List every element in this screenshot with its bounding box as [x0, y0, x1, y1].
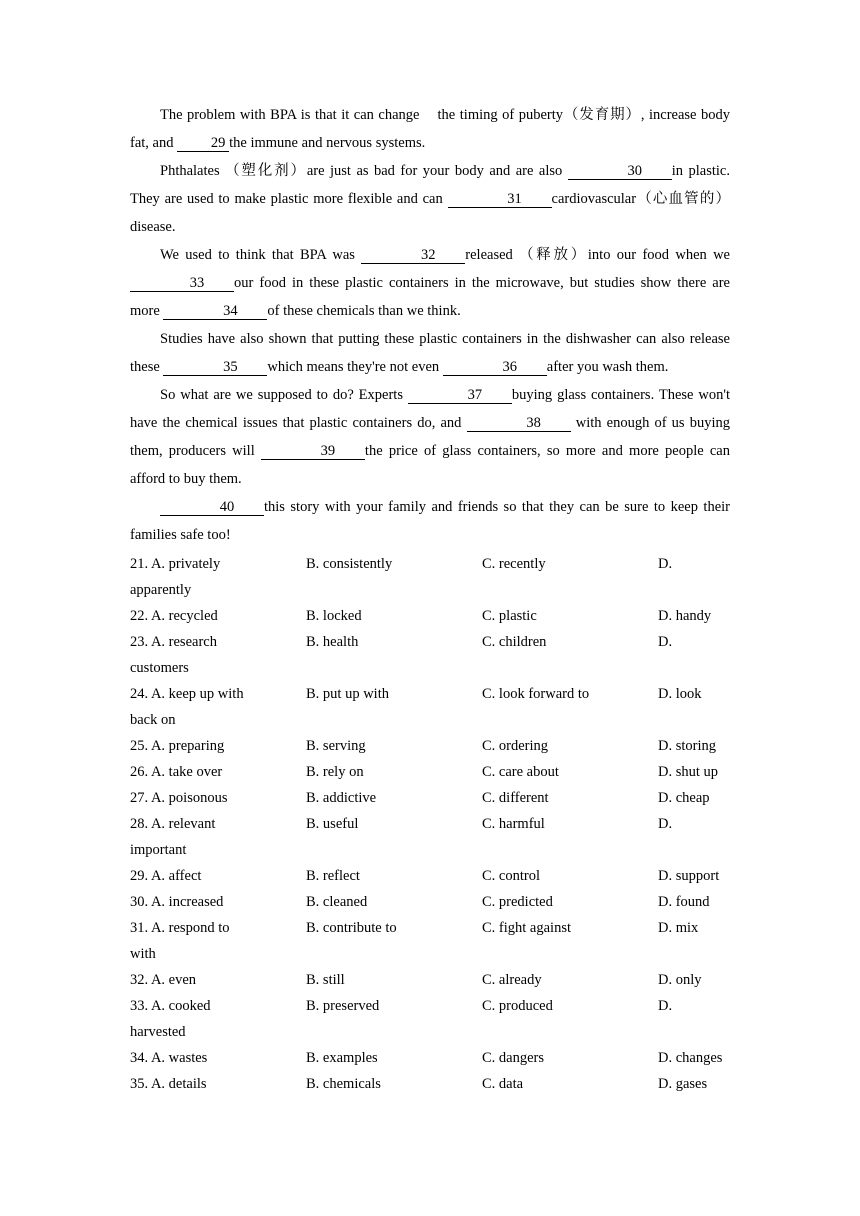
blank-29: 29: [177, 135, 229, 152]
option-b: B. useful: [306, 816, 359, 832]
option-a: 33. A. cooked: [130, 998, 211, 1014]
option-d: D. mix: [658, 920, 699, 936]
option-c: C. different: [482, 790, 549, 806]
question-options-row: [130, 759, 730, 785]
option-b: B. locked: [306, 608, 362, 624]
question-options-row: [130, 1045, 730, 1071]
text: of these chemicals than we think.: [267, 303, 461, 319]
option-c: C. data: [482, 1076, 524, 1092]
option-c: C. control: [482, 868, 540, 884]
option-b: B. preserved: [306, 998, 380, 1014]
option-d-wrapped-text: back on: [130, 712, 176, 728]
text: Studies have also shown that putting these plastic containers in the dishwasher can also release these: [130, 331, 730, 375]
option-d: D. look: [658, 686, 702, 702]
option-d: D. gases: [658, 1076, 708, 1092]
text: We used to think that BPA was: [160, 247, 362, 263]
blank-37: 37: [408, 387, 512, 404]
question-item: [130, 733, 730, 759]
question-options-row: [130, 681, 730, 707]
question-item: [130, 629, 730, 681]
question-item: [130, 551, 730, 603]
paragraph-glass: [130, 381, 730, 493]
option-d: D. cheap: [658, 790, 710, 806]
question-options-row: [130, 733, 730, 759]
blank-34: 34: [163, 303, 267, 320]
text: which means they're not even: [267, 359, 443, 375]
option-c: C. already: [482, 972, 542, 988]
option-c: C. harmful: [482, 816, 545, 832]
blank-30: 30: [568, 163, 672, 180]
option-a: 27. A. poisonous: [130, 790, 228, 806]
paragraph-bpa: [130, 101, 730, 157]
question-options-row: [130, 629, 730, 655]
text: cardiovascular（心血管的）disease.: [130, 191, 730, 235]
option-b: B. reflect: [306, 868, 360, 884]
option-d: D.: [658, 998, 673, 1014]
option-b: B. consistently: [306, 556, 393, 572]
text: The problem with BPA is that it can change the timing of puberty（发育期）, increase body fat, and: [130, 107, 730, 151]
question-options-row: [130, 811, 730, 837]
option-a: 21. A. privately: [130, 556, 221, 572]
paragraph-share: [130, 493, 730, 549]
option-d-wrapped-text: with: [130, 946, 156, 962]
option-b: B. examples: [306, 1050, 378, 1066]
option-c: C. care about: [482, 764, 559, 780]
text: in plastic. They are used to make plastic more flexible and can: [130, 163, 730, 207]
option-d: D. changes: [658, 1050, 723, 1066]
question-item: [130, 889, 730, 915]
paragraph-phthalates: [130, 157, 730, 241]
question-options-row: [130, 915, 730, 941]
option-a: 23. A. research: [130, 634, 217, 650]
question-item: [130, 967, 730, 993]
question-options-row: [130, 603, 730, 629]
option-d-wrapped-text: important: [130, 842, 187, 858]
question-item: [130, 811, 730, 863]
option-b: B. addictive: [306, 790, 377, 806]
option-d: D. found: [658, 894, 710, 910]
question-options-row: [130, 1071, 730, 1097]
option-c: C. produced: [482, 998, 553, 1014]
option-c: C. dangers: [482, 1050, 545, 1066]
paragraph-microwave: [130, 241, 730, 325]
option-c: C. look forward to: [482, 686, 590, 702]
option-b: B. put up with: [306, 686, 389, 702]
text: the price of glass containers, so more and more people can afford to buy them.: [130, 443, 730, 487]
text: after you wash them.: [546, 359, 669, 375]
question-options-row: [130, 863, 730, 889]
option-c: C. children: [482, 634, 547, 650]
blank-38: 38: [467, 415, 571, 432]
text: buying glass containers. These won't have the chemical issues that plastic containers do, and: [130, 387, 730, 431]
document-page: [130, 101, 730, 1097]
option-a: 22. A. recycled: [130, 608, 218, 624]
question-options-row: [130, 889, 730, 915]
option-c: C. fight against: [482, 920, 572, 936]
option-a: 34. A. wastes: [130, 1050, 208, 1066]
option-a: 28. A. relevant: [130, 816, 216, 832]
question-options-row: [130, 993, 730, 1019]
blank-40: 40: [160, 499, 264, 516]
question-item: [130, 1045, 730, 1071]
option-c: C. recently: [482, 556, 546, 572]
blank-31: 31: [448, 191, 552, 208]
option-a: 35. A. details: [130, 1076, 207, 1092]
option-b: B. cleaned: [306, 894, 368, 910]
option-b: B. contribute to: [306, 920, 397, 936]
blank-33: 33: [130, 275, 234, 292]
blank-35: 35: [163, 359, 267, 376]
option-a: 24. A. keep up with: [130, 686, 244, 702]
question-item: [130, 863, 730, 889]
option-a: 25. A. preparing: [130, 738, 225, 754]
option-b: B. chemicals: [306, 1076, 381, 1092]
option-b: B. rely on: [306, 764, 364, 780]
option-d: D. handy: [658, 608, 712, 624]
question-item: [130, 759, 730, 785]
question-options-row: [130, 785, 730, 811]
question-item: [130, 681, 730, 733]
question-item: [130, 785, 730, 811]
text: the immune and nervous systems.: [229, 135, 426, 151]
option-a: 31. A. respond to: [130, 920, 230, 936]
option-d-wrapped-text: customers: [130, 660, 189, 676]
answer-options: [130, 551, 730, 1097]
option-c: C. plastic: [482, 608, 537, 624]
option-a: 26. A. take over: [130, 764, 223, 780]
question-options-row: [130, 551, 730, 577]
option-c: C. predicted: [482, 894, 553, 910]
blank-36: 36: [443, 359, 547, 376]
question-item: [130, 915, 730, 967]
option-b: B. health: [306, 634, 359, 650]
question-item: [130, 603, 730, 629]
question-item: [130, 1071, 730, 1097]
question-item: [130, 993, 730, 1045]
text: Phthalates （塑化剂）are just as bad for your body and are also: [160, 163, 568, 179]
option-d: D. only: [658, 972, 702, 988]
option-d-wrapped-text: apparently: [130, 582, 192, 598]
option-b: B. still: [306, 972, 345, 988]
paragraph-dishwasher: [130, 325, 730, 381]
question-options-row: [130, 967, 730, 993]
option-d: D.: [658, 556, 673, 572]
option-d: D.: [658, 816, 673, 832]
option-a: 29. A. affect: [130, 868, 202, 884]
option-a: 32. A. even: [130, 972, 197, 988]
text: our food in these plastic containers in the microwave, but studies show there are more: [130, 275, 730, 319]
option-c: C. ordering: [482, 738, 549, 754]
option-d: D. shut up: [658, 764, 719, 780]
text: released （释放）into our food when we: [465, 247, 730, 263]
text: So what are we supposed to do? Experts: [160, 387, 408, 403]
option-a: 30. A. increased: [130, 894, 224, 910]
option-d-wrapped-text: harvested: [130, 1024, 186, 1040]
option-d: D. storing: [658, 738, 716, 754]
blank-39: 39: [261, 443, 365, 460]
option-d: D. support: [658, 868, 720, 884]
text: with enough of us buying them, producers will: [130, 415, 730, 459]
option-b: B. serving: [306, 738, 366, 754]
option-d: D.: [658, 634, 673, 650]
text: this story with your family and friends so that they can be sure to keep their families safe too!: [130, 499, 730, 543]
blank-32: 32: [361, 247, 465, 264]
